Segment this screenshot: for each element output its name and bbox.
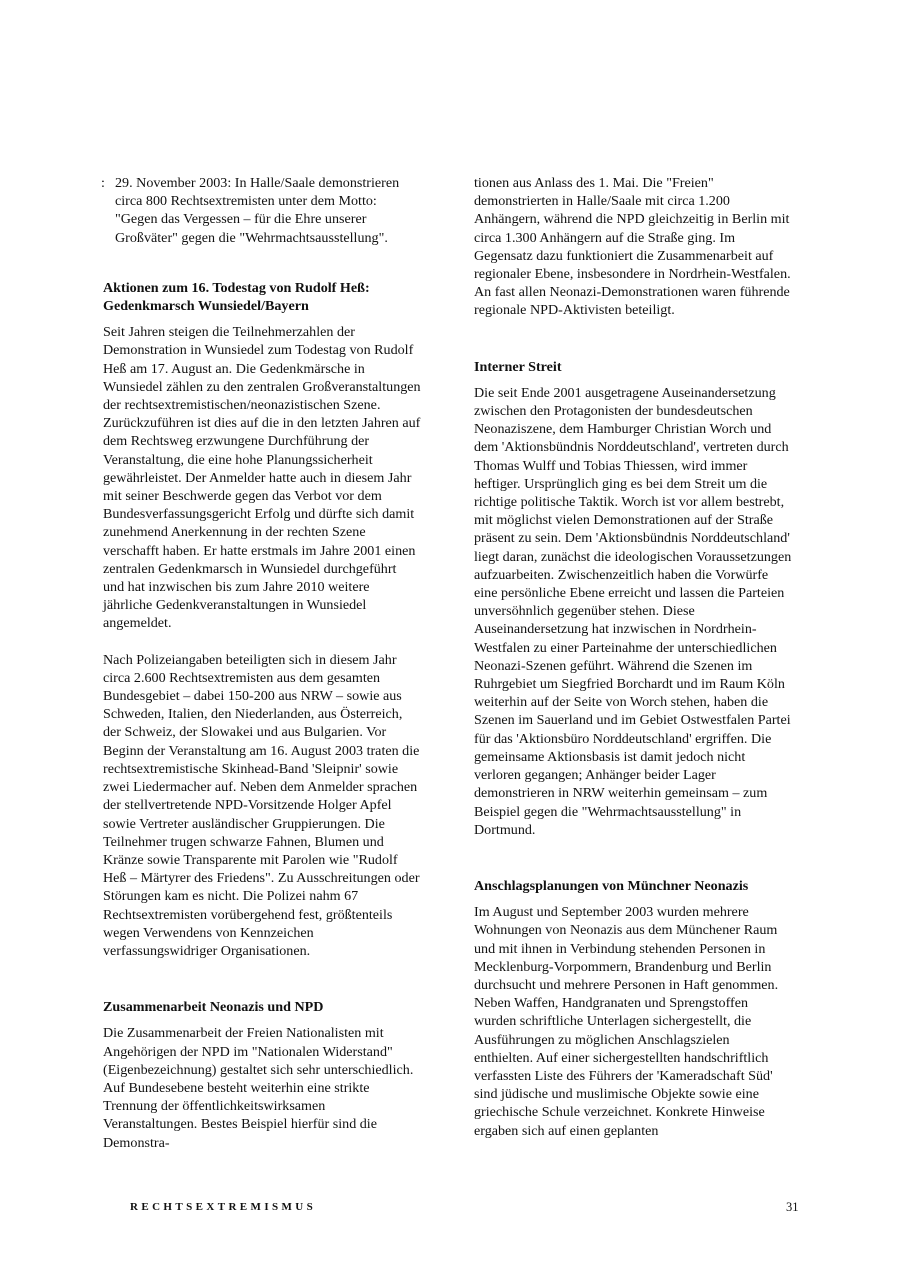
section-heading: Anschlagsplanungen von Münchner Neonazis	[474, 877, 749, 894]
section-hess-memorial	[103, 279, 421, 960]
bullet-text: 29. November 2003: In Halle/Saale demonstrieren circa 800 Rechtsextremisten unter dem Motto: "Gegen das Vergessen – für die Ehre unserer Großväter" gegen die "Wehrmachtsausstellung".	[115, 175, 400, 246]
paragraph: Die Zusammenarbeit der Freien Nationalisten mit Angehörigen der NPD im "Nationalen Widerstand" (Eigenbezeichnung) gestaltet sich sehr unterschiedlich. Auf Bundesebene besteht weiterhin eine strikte Trennung der öffentlichkeitswirksamen Veranstaltungen. Bestes Beispiel hierfür sind die Demonstra-	[103, 1025, 414, 1151]
paragraph: Die seit Ende 2001 ausgetragene Auseinandersetzung zwischen den Protagonisten der bundesdeutschen Neonaziszene, dem Hamburger Christian Worch und dem 'Aktionsbündnis Norddeutschland', vertreten durch Thomas Wulff und Tobias Thiessen, wird immer heftiger. Ursprünglich ging es bei dem Streit um die richtige politische Taktik. Worch ist vor allem bestrebt, mit möglichst vielen Demonstrationen auf der Straße präsent zu sein. Dem 'Aktionsbündnis Norddeutschland' liegt daran, zunächst die ideologischen Voraussetzungen aufzuarbeiten. Zwischenzeitlich haben die Vorwürfe eine persönliche Ebene erreicht und lassen die Parteien unversöhnlich gegenüber stehen. Diese Auseinandersetzung hat inzwischen in Nordrhein-Westfalen zu einer Parteinahme der unterschiedlichen Neonazi-Szenen geführt. Während die Szenen im Ruhrgebiet um Siegfried Borchardt und im Raum Köln weiterhin auf der Seite von Worch stehen, haben die Szenen im Sauerland und im Gebiet Ostwestfalen Partei für das 'Aktionsbüro Norddeutschland' ergriffen. Die gemeinsame Aktionsbasis ist damit jedoch nicht verloren gegangen; Anhänger beider Lager demonstrieren in NRW weiterhin gemeinsam – zum Beispiel gegen die "Wehrmachtsausstellung" in Dortmund.	[474, 384, 792, 838]
paragraph: Seit Jahren steigen die Teilnehmerzahlen der Demonstration in Wunsiedel zum Todestag von Rudolf Heß am 17. August an. Die Gedenkmärsche in Wunsiedel zählen zu den zentralen Großveranstaltungen der rechtsextremistischen/neonazistischen Szene. Zurückzuführen ist dies auf die in den letzten Jahren auf dem Rechtsweg erzwungene Durchführung der Veranstaltung, die eine hohe Planungssicherheit gewährleistet. Der Anmelder hatte auch in diesem Jahr mit seiner Beschwerde gegen das Verbot vor dem Bundesverfassungsgericht Erfolg und dürfte sich damit zunehmend Anerkennung in der rechten Szene verschafft haben. Er hatte erstmals im Jahre 2001 einen zentralen Gedenkmarsch in Wunsiedel durchgeführt und hat inzwischen bis zum Jahre 2010 weitere jährliche Gedenkveranstaltungen in Wunsiedel angemeldet.	[103, 324, 421, 632]
section-heading: Zusammenarbeit Neonazis und NPD	[103, 999, 324, 1016]
section-attack-plans	[474, 877, 792, 1140]
paragraph-continuation: tionen aus Anlass des 1. Mai. Die "Freien" demonstrierten in Halle/Saale mit circa 1.200 Anhängern, während die NPD gleichzeitig in Berlin mit circa 1.300 Anhängern auf die Straße ging. Im Gegensatz dazu funktioniert die Zusammenarbeit auf regionaler Ebene, insbesondere in Nordrhein-Westfalen. An fast allen Neonazi-Demonstrationen waren führende regionale NPD-Aktivisten beteiligt.	[474, 175, 791, 319]
paragraph: Nach Polizeiangaben beteiligten sich in diesem Jahr circa 2.600 Rechtsextremisten aus dem gesamten Bundesgebiet – dabei 150-200 aus NRW – sowie aus Schweden, Italien, den Niederlanden, aus Österreich, der Schweiz, der Slowakei und aus Bulgarien. Vor Beginn der Veranstaltung am 16. August 2003 traten die rechtsextremistische Skinhead-Band 'Sleipnir' sowie zwei Liedermacher auf. Neben dem Anmelder sprachen der stellvertretende NPD-Vorsitzende Holger Apfel sowie Vertreter ausländischer Gruppierungen. Die Teilnehmer trugen schwarze Fahnen, Blumen und Kränze sowie Transparente mit Parolen wie "Rudolf Heß – Märtyrer des Friedens". Zu Ausschreitungen oder Störungen kam es nicht. Die Polizei nahm 67 Rechtsextremisten vorübergehend fest, größtenteils wegen Verwendens von Kennzeichen verfassungswidriger Organisationen.	[103, 651, 420, 959]
section-cooperation	[103, 998, 421, 1152]
running-title: RECHTSEXTREMISMUS	[130, 1201, 317, 1213]
paragraph: Im August und September 2003 wurden mehrere Wohnungen von Neonazis aus dem Münchener Raum und mit ihnen in Verbindung stehenden Personen in Mecklenburg-Vorpommern, Brandenburg und Berlin durchsucht und mehrere Personen in Haft genommen. Neben Waffen, Handgranaten und Sprengstoffen wurden schriftliche Unterlagen sichergestellt, die Ausführungen zu möglichen Anschlagszielen enthielten. Auf einer sichergestellten handschriftlich verfassten Liste des Führers der 'Kameradschaft Süd' sind jüdische und muslimische Objekte sowie eine griechische Schule verzeichnet. Konkrete Hinweise ergaben sich auf einen geplanten	[474, 904, 779, 1139]
bullet-item	[103, 174, 421, 247]
section-internal-dispute	[474, 358, 792, 839]
right-column	[474, 174, 792, 1140]
section-heading: Interner Streit	[474, 358, 562, 375]
left-column	[103, 174, 421, 1152]
page-number: 31	[786, 1200, 799, 1214]
section-heading: Aktionen zum 16. Todestag von Rudolf Heß: Gedenkmarsch Wunsiedel/Bayern	[103, 279, 370, 315]
bullet-marker: :	[101, 175, 105, 191]
